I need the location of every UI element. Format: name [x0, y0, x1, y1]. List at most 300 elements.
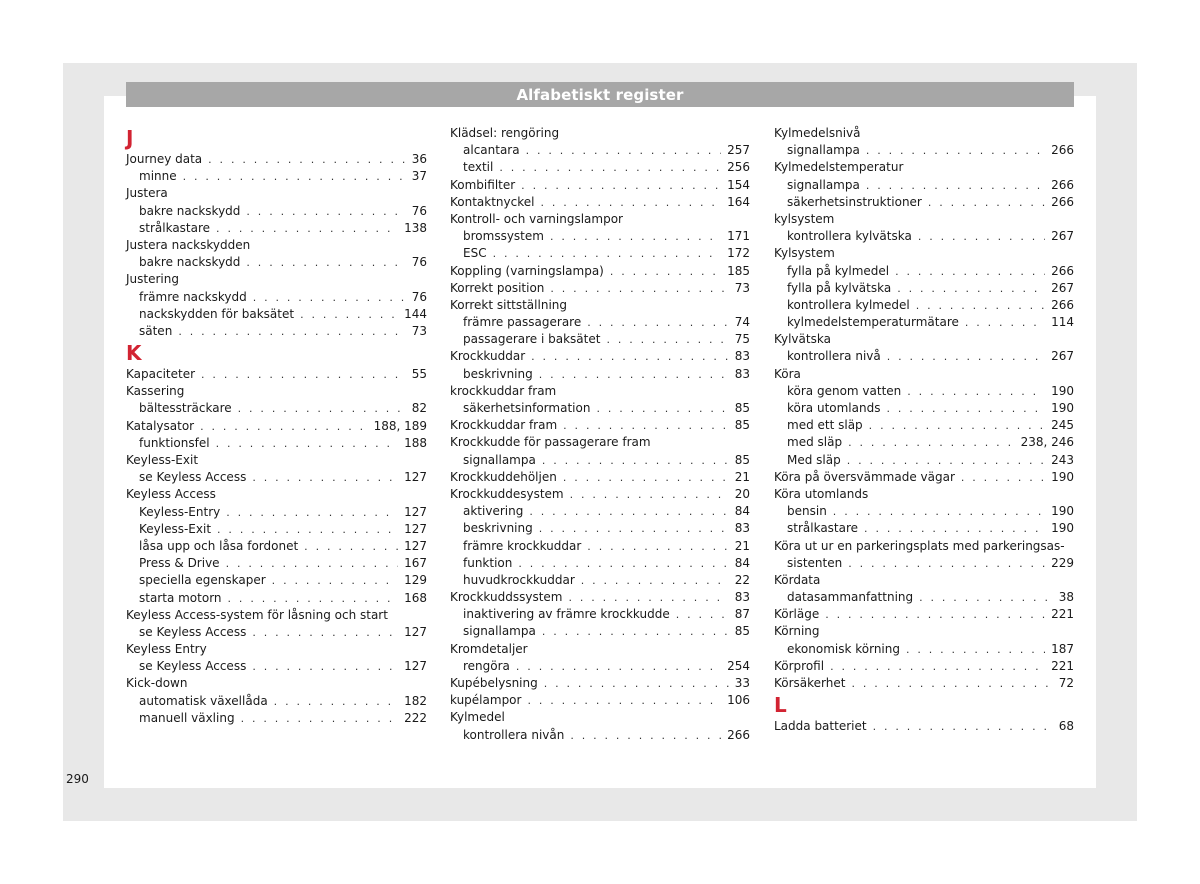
page-reference: 21	[734, 538, 750, 553]
index-term: signallampa	[463, 452, 536, 467]
index-subentry	[774, 228, 1074, 245]
index-term: beskrivning	[463, 521, 533, 536]
index-term: Keyless Access-system för låsning och start	[126, 607, 388, 622]
index-term: se Keyless Access	[139, 624, 247, 639]
page-reference: 266	[727, 727, 750, 742]
dot-leader	[201, 366, 406, 383]
index-term: Korrekt sittställning	[450, 297, 567, 312]
page-reference: 188	[404, 435, 427, 450]
page-reference: 38	[1058, 590, 1074, 605]
dot-leader	[847, 452, 1045, 469]
dot-leader	[300, 306, 398, 323]
dot-leader	[676, 606, 729, 623]
page-reference: 127	[404, 521, 427, 536]
dot-leader	[848, 434, 1015, 451]
index-heading	[126, 641, 427, 658]
index-subentry	[126, 203, 427, 220]
index-subentry	[450, 520, 750, 537]
index-entry	[450, 675, 750, 692]
page-reference: 172	[727, 246, 750, 261]
dot-leader	[570, 486, 729, 503]
index-term: Keyless Entry	[126, 642, 207, 657]
dot-leader	[252, 469, 398, 486]
index-term: Krockkuddar fram	[450, 418, 558, 433]
index-heading	[774, 572, 1074, 589]
dot-leader	[907, 383, 1045, 400]
page-reference: 164	[727, 194, 750, 209]
dot-leader	[570, 727, 721, 744]
index-entry	[450, 280, 750, 297]
index-term: Körning	[774, 624, 820, 639]
page-reference: 20	[734, 486, 750, 501]
page-reference: 185	[727, 263, 750, 278]
index-entry	[450, 194, 750, 211]
page-reference: 129	[404, 573, 427, 588]
index-term: starta motorn	[139, 590, 222, 605]
index-heading	[774, 538, 1074, 555]
dot-leader	[208, 151, 406, 168]
index-subentry	[450, 452, 750, 469]
index-term: signallampa	[787, 143, 860, 158]
dot-leader	[544, 675, 729, 692]
page-reference: 168	[404, 590, 427, 605]
index-term: rengöra	[463, 658, 510, 673]
index-term: automatisk växellåda	[139, 693, 268, 708]
dot-leader	[226, 555, 399, 572]
index-term: Körläge	[774, 607, 820, 622]
index-subentry	[774, 589, 1074, 606]
index-term: bakre nackskydd	[139, 203, 241, 218]
dot-leader	[919, 589, 1053, 606]
dot-leader	[217, 521, 398, 538]
index-subentry	[126, 590, 427, 607]
dot-leader	[961, 469, 1045, 486]
dot-leader	[596, 400, 728, 417]
index-term: bensin	[787, 504, 827, 519]
page-reference: 73	[411, 323, 427, 338]
index-term: Kapaciteter	[126, 367, 196, 382]
index-heading	[126, 452, 427, 469]
dot-leader	[246, 254, 405, 271]
dot-leader	[226, 504, 398, 521]
index-term: med släp	[787, 435, 843, 450]
index-heading	[450, 709, 750, 726]
dot-leader	[253, 289, 406, 306]
index-subentry	[450, 572, 750, 589]
index-heading	[450, 211, 750, 228]
index-term: Kördata	[774, 572, 821, 587]
index-column-1	[126, 125, 427, 727]
index-subentry	[774, 400, 1074, 417]
page-reference: 266	[1051, 297, 1074, 312]
page-reference: 84	[734, 555, 750, 570]
index-entry	[450, 469, 750, 486]
index-term: Krockkuddehöljen	[450, 469, 557, 484]
dot-leader	[178, 323, 405, 340]
index-term: Katalysator	[126, 418, 195, 433]
index-subentry	[450, 331, 750, 348]
dot-leader	[851, 675, 1052, 692]
index-term: Justera	[126, 186, 168, 201]
index-term: Kromdetaljer	[450, 641, 528, 656]
index-subentry	[450, 538, 750, 555]
index-term: nackskydden för baksätet	[139, 306, 295, 321]
page-reference: 221	[1051, 607, 1074, 622]
index-subentry	[774, 417, 1074, 434]
page-reference: 171	[727, 229, 750, 244]
page-reference: 187	[1051, 641, 1074, 656]
page-reference: 167	[404, 556, 427, 571]
dot-leader	[830, 658, 1045, 675]
index-entry	[450, 177, 750, 194]
index-heading	[774, 331, 1074, 348]
index-heading	[126, 383, 427, 400]
index-term: Keyless Access	[126, 487, 216, 502]
dot-leader	[499, 159, 721, 176]
index-subentry	[774, 348, 1074, 365]
dot-leader	[493, 245, 722, 262]
index-term: Keyless-Entry	[139, 504, 221, 519]
index-term: kupélampor	[450, 693, 522, 708]
page-reference: 76	[411, 289, 427, 304]
page-reference: 72	[1058, 676, 1074, 690]
dot-leader	[886, 400, 1045, 417]
index-term: Krockkuddesystem	[450, 486, 564, 501]
index-term: säkerhetsinformation	[463, 401, 591, 415]
index-subentry	[126, 658, 427, 675]
index-term: kontrollera kylmedel	[787, 297, 910, 312]
index-heading	[774, 366, 1074, 383]
index-term: funktionsfel	[139, 435, 210, 450]
index-subentry	[126, 504, 427, 521]
dot-leader	[606, 331, 728, 348]
index-entry	[774, 718, 1074, 735]
index-letter-heading: K	[126, 341, 142, 366]
page-reference: 85	[734, 624, 750, 639]
page-reference: 84	[734, 504, 750, 519]
page-reference: 222	[404, 710, 427, 725]
dot-leader	[833, 503, 1045, 520]
index-term: Köra ut ur en parkeringsplats med parkeringsas-	[774, 538, 1065, 553]
index-heading	[450, 641, 750, 658]
page-reference: 266	[1051, 143, 1074, 158]
page-reference: 106	[727, 693, 750, 708]
dot-leader	[873, 718, 1053, 735]
index-subentry	[774, 263, 1074, 280]
page-reference: 243	[1051, 452, 1074, 467]
page-reference: 144	[404, 306, 427, 321]
index-entry	[774, 675, 1074, 692]
page-reference: 127	[404, 470, 427, 485]
index-subentry	[126, 624, 427, 641]
page-reference: 188, 189	[373, 418, 427, 433]
dot-leader	[521, 177, 721, 194]
index-term: Köra	[774, 366, 801, 381]
page-reference: 74	[734, 315, 750, 330]
dot-leader	[887, 348, 1045, 365]
index-subentry	[126, 289, 427, 306]
index-term: strålkastare	[787, 521, 859, 536]
page-reference: 55	[411, 367, 427, 382]
page-reference: 83	[734, 349, 750, 364]
index-term: funktion	[463, 555, 513, 570]
index-subentry	[450, 228, 750, 245]
index-term: köra utomlands	[787, 401, 881, 415]
page-reference: 267	[1051, 280, 1074, 295]
index-subentry	[126, 168, 427, 185]
index-subentry	[126, 323, 427, 340]
dot-leader	[246, 203, 405, 220]
page-reference: 114	[1051, 315, 1074, 330]
index-entry	[126, 366, 427, 383]
page-reference: 267	[1051, 229, 1074, 244]
index-term: Koppling (varningslampa)	[450, 263, 604, 278]
page-reference: 245	[1051, 418, 1074, 433]
page-number: 290	[66, 772, 89, 786]
index-term: Press & Drive	[139, 556, 220, 571]
dot-leader	[526, 142, 722, 159]
dot-leader	[587, 538, 728, 555]
index-entry	[450, 692, 750, 709]
index-term: kylmedelstemperaturmätare	[787, 315, 959, 330]
index-term: passagerare i baksätet	[463, 332, 601, 347]
index-subentry	[450, 245, 750, 262]
index-heading	[774, 486, 1074, 503]
page-reference: 85	[734, 452, 750, 467]
index-subentry	[126, 538, 427, 555]
index-subentry	[126, 710, 427, 727]
page-reference: 266	[1051, 177, 1074, 192]
index-heading	[126, 185, 427, 202]
section-header	[126, 82, 1074, 107]
page-reference: 36	[411, 152, 427, 166]
index-term: Kontroll- och varningslampor	[450, 211, 623, 226]
dot-leader	[238, 400, 406, 417]
page-reference: 127	[404, 659, 427, 674]
dot-leader	[866, 177, 1045, 194]
index-term: beskrivning	[463, 366, 533, 381]
index-term: bromssystem	[463, 229, 544, 244]
index-term: Körsäkerhet	[774, 676, 846, 690]
index-term: aktivering	[463, 504, 524, 519]
index-term: Kylmedelstemperatur	[774, 160, 904, 175]
index-heading	[774, 245, 1074, 262]
index-subentry	[774, 194, 1074, 211]
index-subentry	[774, 142, 1074, 159]
index-term: sistenten	[787, 555, 843, 570]
dot-leader	[228, 590, 399, 607]
dot-leader	[568, 589, 728, 606]
dot-leader	[252, 624, 398, 641]
page-reference: 238, 246	[1020, 435, 1074, 450]
index-term: kontrollera nivån	[463, 727, 565, 742]
index-entry	[126, 418, 427, 435]
index-column-3	[774, 125, 1074, 735]
index-heading	[126, 237, 427, 254]
page-reference: 68	[1058, 719, 1074, 734]
index-term: kontrollera nivå	[787, 349, 881, 364]
dot-leader	[918, 228, 1045, 245]
index-term: Kontaktnyckel	[450, 194, 535, 209]
index-term: främre passagerare	[463, 315, 582, 330]
index-subentry	[774, 452, 1074, 469]
index-subentry	[774, 555, 1074, 572]
index-term: Keyless-Exit	[126, 453, 199, 467]
page-reference: 154	[727, 177, 750, 192]
dot-leader	[252, 658, 398, 675]
index-heading	[774, 125, 1074, 142]
index-heading	[774, 159, 1074, 176]
dot-leader	[529, 503, 728, 520]
index-subentry	[126, 400, 427, 417]
dot-leader	[272, 572, 398, 589]
index-term: Krockkuddar	[450, 349, 526, 364]
page-reference: 256	[727, 160, 750, 175]
page-reference: 221	[1051, 658, 1074, 673]
index-term: strålkastare	[139, 220, 211, 235]
index-term: fylla på kylvätska	[787, 280, 892, 295]
index-term: ESC	[463, 246, 487, 261]
dot-leader	[542, 623, 729, 640]
dot-leader	[540, 194, 721, 211]
index-term: se Keyless Access	[139, 659, 247, 674]
index-subentry	[450, 623, 750, 640]
index-subentry	[774, 641, 1074, 658]
dot-leader	[183, 168, 406, 185]
index-subentry	[774, 383, 1074, 400]
index-subentry	[774, 177, 1074, 194]
index-entry	[450, 589, 750, 606]
dot-leader	[928, 194, 1045, 211]
index-letter-heading: L	[774, 693, 787, 718]
index-subentry	[774, 314, 1074, 331]
dot-leader	[610, 263, 721, 280]
page-reference: 83	[734, 521, 750, 536]
index-heading	[450, 125, 750, 142]
index-term: datasammanfattning	[787, 590, 914, 605]
index-term: säkerhetsinstruktioner	[787, 194, 922, 209]
index-subentry	[774, 297, 1074, 314]
index-term: Journey data	[126, 152, 203, 166]
index-term: se Keyless Access	[139, 470, 247, 485]
index-heading	[450, 297, 750, 314]
index-subentry	[450, 366, 750, 383]
index-term: främre krockkuddar	[463, 538, 582, 553]
page-reference: 83	[734, 366, 750, 381]
index-subentry	[450, 555, 750, 572]
page-reference: 190	[1051, 383, 1074, 398]
index-term: främre nackskydd	[139, 289, 247, 304]
dot-leader	[916, 297, 1045, 314]
page-reference: 127	[404, 624, 427, 639]
index-heading	[126, 271, 427, 288]
page-reference: 37	[411, 169, 427, 184]
index-subentry	[774, 520, 1074, 537]
index-term: bältessträckare	[139, 401, 232, 416]
index-term: Kassering	[126, 384, 185, 399]
page-reference: 267	[1051, 349, 1074, 364]
dot-leader	[869, 417, 1045, 434]
index-entry	[774, 606, 1074, 623]
page-reference: 73	[734, 280, 750, 295]
dot-leader	[516, 658, 721, 675]
index-term: Kick-down	[126, 676, 188, 691]
index-subentry	[126, 693, 427, 710]
index-column-2	[450, 125, 750, 744]
index-term: Med släp	[787, 452, 841, 467]
dot-leader	[542, 452, 729, 469]
index-subentry	[126, 435, 427, 452]
index-subentry	[126, 469, 427, 486]
index-term: Ladda batteriet	[774, 719, 867, 734]
index-term: speciella egenskaper	[139, 573, 266, 588]
page-reference: 190	[1051, 504, 1074, 519]
index-term: signallampa	[787, 177, 860, 192]
dot-leader	[539, 520, 729, 537]
index-term: Klädsel: rengöring	[450, 126, 560, 140]
page-reference: 82	[411, 401, 427, 416]
page-reference: 190	[1051, 401, 1074, 415]
dot-leader	[897, 280, 1045, 297]
index-subentry	[774, 280, 1074, 297]
dot-leader	[216, 220, 398, 237]
dot-leader	[241, 710, 399, 727]
index-entry	[774, 469, 1074, 486]
index-subentry	[450, 727, 750, 744]
index-term: krockkuddar fram	[450, 383, 557, 398]
page-reference: 85	[734, 418, 750, 433]
page-reference: 190	[1051, 469, 1074, 484]
index-term: Kombifilter	[450, 177, 516, 192]
page-reference: 22	[734, 572, 750, 587]
index-term: inaktivering av främre krockkudde	[463, 607, 670, 622]
dot-leader	[216, 435, 399, 452]
page-reference: 254	[727, 658, 750, 673]
index-subentry	[126, 572, 427, 589]
page-reference: 266	[1051, 194, 1074, 209]
page-reference: 266	[1051, 263, 1074, 278]
index-entry	[450, 486, 750, 503]
dot-leader	[895, 263, 1045, 280]
dot-leader	[848, 555, 1045, 572]
index-letter-heading: J	[126, 126, 134, 150]
dot-leader	[563, 469, 729, 486]
dot-leader	[563, 417, 729, 434]
index-term: Köra på översvämmade vägar	[774, 469, 955, 484]
page-reference: 85	[734, 401, 750, 415]
index-subentry	[450, 658, 750, 675]
index-term: Kylsystem	[774, 246, 835, 261]
index-heading	[126, 675, 427, 692]
index-term: kontrollera kylvätska	[787, 229, 912, 244]
index-term: Justera nackskydden	[126, 237, 251, 252]
dot-leader	[531, 348, 729, 365]
page-reference: 75	[734, 332, 750, 347]
index-subentry	[450, 314, 750, 331]
dot-leader	[200, 418, 367, 435]
index-heading	[774, 623, 1074, 640]
index-subentry	[774, 503, 1074, 520]
index-term: Krockkuddssystem	[450, 590, 563, 605]
index-term: ekonomisk körning	[787, 641, 900, 656]
index-entry	[450, 417, 750, 434]
dot-leader	[965, 314, 1045, 331]
index-heading	[450, 434, 750, 451]
index-entry	[450, 348, 750, 365]
index-heading	[126, 486, 427, 503]
index-term: minne	[139, 169, 177, 184]
index-term: låsa upp och låsa fordonet	[139, 538, 299, 553]
